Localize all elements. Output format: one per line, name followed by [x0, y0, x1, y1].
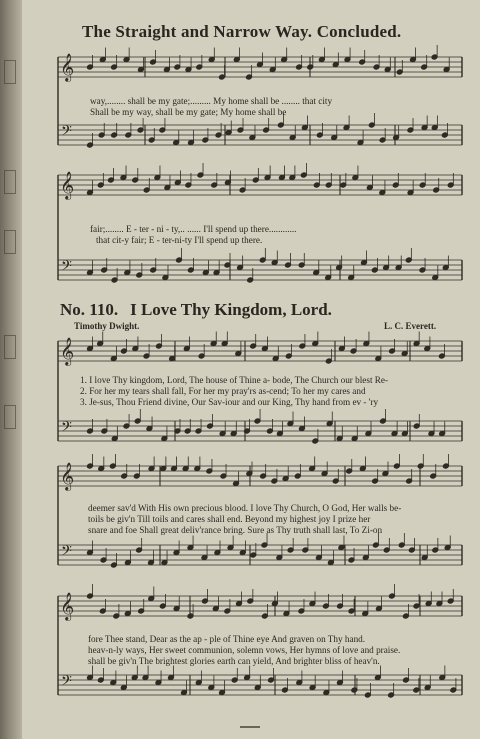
lyric-line: fore Thee stand, Dear as the ap - ple of Thine eye And graven on Thy hand. [88, 634, 366, 644]
lyric-line: fair;........ E - ter - ni - ty,.. ...... I'll spend up there............ [90, 224, 297, 234]
lyric-line: way,........ shall be my gate;......... My home shall be ........ that city [90, 96, 333, 106]
svg-text:𝄞: 𝄞 [60, 53, 75, 81]
lyric-line: shall be giv'n The brightest glories earth can yield, And brighter bliss of heav'n. [88, 656, 380, 666]
svg-text:𝄢: 𝄢 [61, 123, 72, 143]
lyric-line: 3. Je-sus, Thou Friend divine, Our Sav-iour and our King, Thy hand from ev - 'ry [80, 397, 379, 407]
lyric-line: deemer sav'd With His own precious blood. I love Thy Church, O God, Her walls be- [88, 503, 402, 513]
svg-text:𝄢: 𝄢 [61, 673, 72, 693]
svg-text:𝄢: 𝄢 [61, 419, 72, 439]
lyric-line: heav-n-ly ways, Her sweet communion, solemn vows, Her hymns of love and praise. [88, 645, 401, 655]
svg-text:𝄞: 𝄞 [60, 592, 75, 620]
svg-text:𝄢: 𝄢 [61, 258, 72, 278]
page-ornament [240, 726, 260, 728]
hymn-title: I Love Thy Kingdom, Lord. [130, 300, 332, 319]
hymn-heading [60, 300, 332, 320]
composer-credit: L. C. Everett. [384, 321, 437, 331]
svg-text:𝄞: 𝄞 [60, 462, 75, 490]
lyricist-credit: Timothy Dwight. [74, 321, 140, 331]
hymn-number: No. 110. [60, 300, 119, 319]
lyric-line: snare and foe Shall great deliv'rance bring. Sure as Thy truth shall last, To Zi-on [88, 525, 383, 535]
lyric-line: that cit-y fair; E - ter-ni-ty I'll spend up there. [96, 235, 263, 245]
svg-text:𝄞: 𝄞 [60, 337, 75, 365]
svg-text:𝄞: 𝄞 [60, 171, 75, 199]
lyric-line: Shall be my way, shall be my gate; My home shall be [90, 107, 287, 117]
page-title: The Straight and Narrow Way. Concluded. [82, 22, 402, 41]
svg-text:𝄢: 𝄢 [61, 543, 72, 563]
lyric-line: 1. I love Thy kingdom, Lord, The house of Thine a- bode, The Church our blest Re- [80, 375, 389, 385]
lyric-line: 2. For her my tears shall fall, For her my pray'rs as-cend; To her my cares and [80, 386, 366, 396]
lyric-line: toils be giv'n Till toils and cares shall end. Beyond my highest joy I prize her [88, 514, 371, 524]
